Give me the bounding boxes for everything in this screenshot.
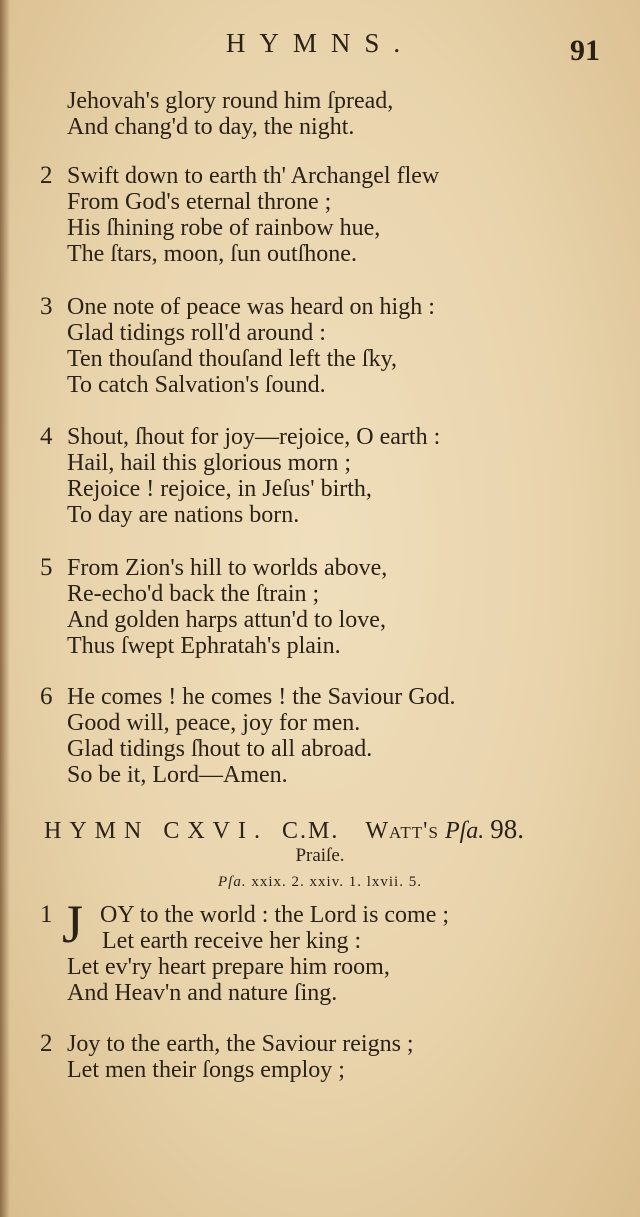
stanza-number: 2 — [40, 1030, 53, 1057]
psalm-reference: Pſa. — [444, 818, 485, 844]
refs-list: xxix. 2. xxiv. 1. lxvii. 5. — [251, 874, 422, 890]
verse-line: So be it, Lord—Amen. — [67, 762, 288, 788]
verse-line: From Zion's hill to worlds above, — [67, 555, 388, 581]
verse-line: Joy to the earth, the Saviour reigns ; — [67, 1031, 414, 1057]
verse-line-first: OY to the world : the Lord is come ; — [100, 902, 450, 928]
verse-line: To catch Salvation's ſound. — [67, 372, 326, 398]
verse-line: Hail, hail this glorious morn ; — [67, 450, 351, 476]
verse-line: And Heav'n and nature ſing. — [67, 980, 338, 1006]
verse-line: Good will, peace, joy for men. — [67, 710, 361, 736]
drop-cap: J — [62, 894, 84, 954]
running-header: HYMNS. — [225, 28, 415, 58]
verse-line: His ſhining robe of rainbow hue, — [67, 215, 381, 241]
verse-line: Swift down to earth th' Archangel flew — [67, 163, 440, 189]
verse-line: And chang'd to day, the night. — [67, 114, 355, 140]
hymn-subject: Praiſe. — [295, 845, 345, 866]
verse-line: One note of peace was heard on high : — [67, 294, 435, 320]
stanza-number: 2 — [40, 162, 53, 189]
hymn-author: Watt's — [365, 818, 439, 844]
verse-line: And golden harps attun'd to love, — [67, 607, 386, 633]
hymn-meter: C.M. — [282, 818, 340, 844]
verse-line: From God's eternal throne ; — [67, 189, 332, 215]
verse-line: Ten thouſand thouſand left the ſky, — [67, 346, 398, 372]
verse-line: The ſtars, moon, ſun outſhone. — [67, 241, 357, 267]
verse-line: Let earth receive her king : — [102, 928, 362, 954]
verse-line: Thus ſwept Ephratah's plain. — [67, 633, 341, 659]
verse-line: Let men their ſongs employ ; — [67, 1057, 345, 1083]
stanza-number: 6 — [40, 683, 53, 710]
stanza-number: 5 — [40, 554, 53, 581]
hymn-label: HYMN CXVI. — [44, 818, 268, 844]
scripture-references — [0, 874, 640, 891]
verse-line: Shout, ſhout for joy—rejoice, O earth : — [67, 424, 441, 450]
refs-prefix: Pſa. — [218, 874, 247, 890]
page-spine-shadow — [0, 0, 10, 1217]
hymn-heading — [44, 814, 524, 845]
verse-line: Rejoice ! rejoice, in Jeſus' birth, — [67, 476, 372, 502]
verse-line: Jehovah's glory round him ſpread, — [67, 88, 394, 114]
verse-line: Re-echo'd back the ſtrain ; — [67, 581, 320, 607]
verse-line: He comes ! he comes ! the Saviour God. — [67, 684, 456, 710]
verse-line: Glad tidings ſhout to all abroad. — [67, 736, 373, 762]
page-number: 91 — [570, 34, 600, 67]
verse-line: To day are nations born. — [67, 502, 300, 528]
stanza-number: 4 — [40, 423, 53, 450]
verse-line: Let ev'ry heart prepare him room, — [67, 954, 390, 980]
verse-line: Glad tidings roll'd around : — [67, 320, 326, 346]
psalm-number: 98. — [490, 814, 525, 844]
stanza-number: 1 — [40, 901, 53, 928]
stanza-number: 3 — [40, 293, 53, 320]
